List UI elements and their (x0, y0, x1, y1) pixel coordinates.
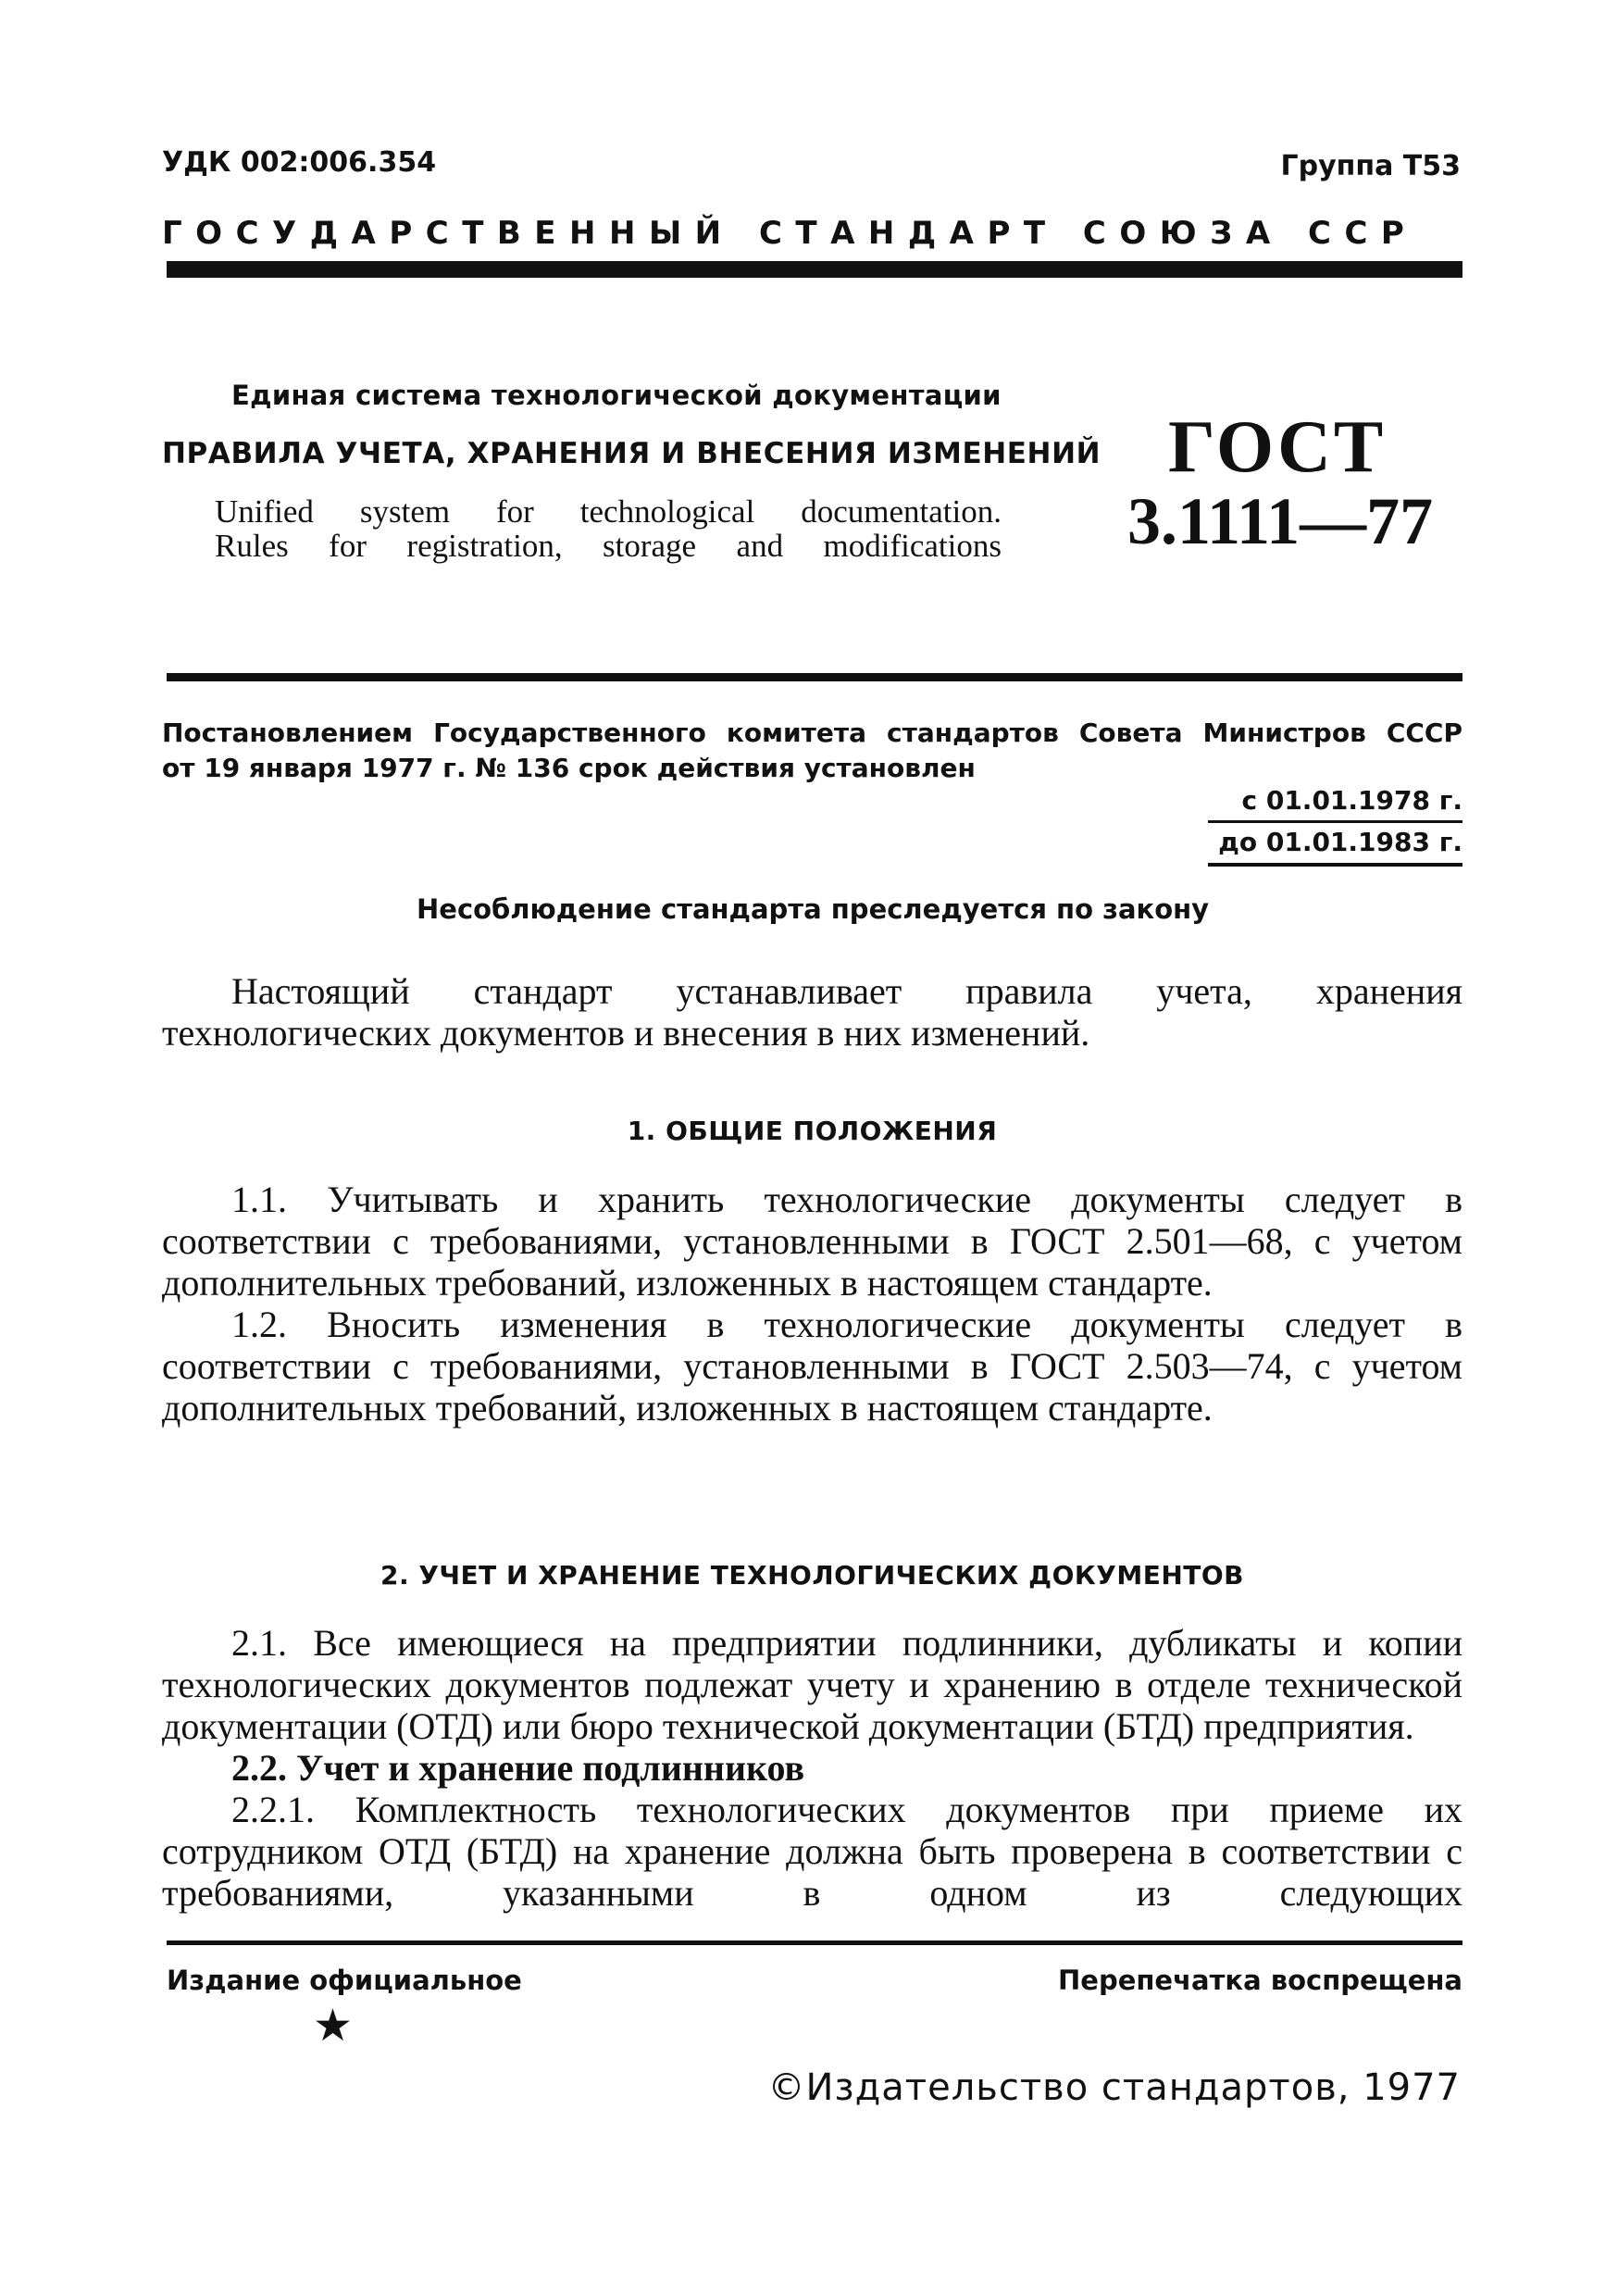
english-title-line-2: Rules for registration, storage and modifications (215, 528, 1002, 564)
decree-line-2: от 19 января 1977 г. № 136 срок действия установлен (162, 753, 976, 783)
section-2-heading: 2. УЧЕТ И ХРАНЕНИЕ ТЕХНОЛОГИЧЕСКИХ ДОКУМЕНТОВ (380, 1560, 1245, 1591)
clause-1-2: 1.2. Вносить изменения в технологические документы следует в соответствии с требованиями, установленными в ГОСТ 2.503—74, с учетом дополнительных требований, изложенных в настоящем стандарте. (162, 1304, 1462, 1429)
group-code: Группа Т53 (1280, 150, 1461, 182)
english-title-line-1: Unified system for technological documentation. (215, 493, 1002, 530)
official-edition-label: Издание официальное (167, 1965, 522, 1996)
title-block-rule (167, 673, 1462, 681)
reprint-prohibited-label: Перепечатка воспрещена (1058, 1965, 1462, 1996)
footer-rule (167, 1940, 1462, 1945)
validity-date-rule (1208, 820, 1462, 823)
section-1-heading: 1. ОБЩИЕ ПОЛОЖЕНИЯ (627, 1116, 998, 1146)
validity-date-rule-bottom (1208, 863, 1462, 867)
section-2-body (162, 1622, 1462, 1914)
standard-title: ПРАВИЛА УЧЕТА, ХРАНЕНИЯ И ВНЕСЕНИЯ ИЗМЕНЕНИЙ (162, 437, 1101, 470)
clause-1-1: 1.1. Учитывать и хранить технологические документы следует в соответствии с требованиями, установленными в ГОСТ 2.501—68, с учетом дополнительных требований, изложенных в настоящем стандарте. (162, 1179, 1462, 1304)
validity-date-to: до 01.01.1983 г. (1218, 827, 1462, 857)
gost-number: 3.1111—77 (1127, 484, 1434, 558)
udk-code: УДК 002:006.354 (162, 146, 437, 179)
decree-line-1: Постановлением Государственного комитета стандартов Совета Министров СССР (162, 718, 1462, 748)
state-standard-banner: ГОСУДАРСТВЕННЫЙ СТАНДАРТ СОЮЗА ССР (162, 215, 1418, 252)
system-name: Единая система технологической документации (231, 380, 1002, 411)
clause-2-1: 2.1. Все имеющиеся на предприятии подлинники, дубликаты и копии технологических документов подлежат учету и хранению в отделе технической документации (ОТД) или бюро технической документации (БТД) предприятия. (162, 1622, 1462, 1747)
intro-paragraph: Настоящий стандарт устанавливает правила учета, хранения технологических документов и внесения в них изменений. (162, 970, 1462, 1054)
gost-label: ГОСТ (1168, 406, 1387, 488)
header-thick-rule (167, 261, 1462, 278)
validity-date-from: с 01.01.1978 г. (1241, 785, 1462, 816)
section-1-body (162, 1179, 1462, 1429)
legal-warning: Несоблюдение стандарта преследуется по закону (417, 893, 1210, 925)
clause-2-2-1: 2.2.1. Комплектность технологических документов при приеме их сотрудником ОТД (БТД) на хранение должна быть проверена в соответствии с требованиями, указанными в одном из следующих (162, 1789, 1462, 1914)
intro-paragraph-block (162, 970, 1462, 1054)
clause-2-2-heading: 2.2. Учет и хранение подлинников (231, 1747, 805, 1789)
star-icon: ★ (313, 2000, 354, 2052)
publisher-copyright: ©Издательство стандартов, 1977 (767, 2066, 1461, 2109)
